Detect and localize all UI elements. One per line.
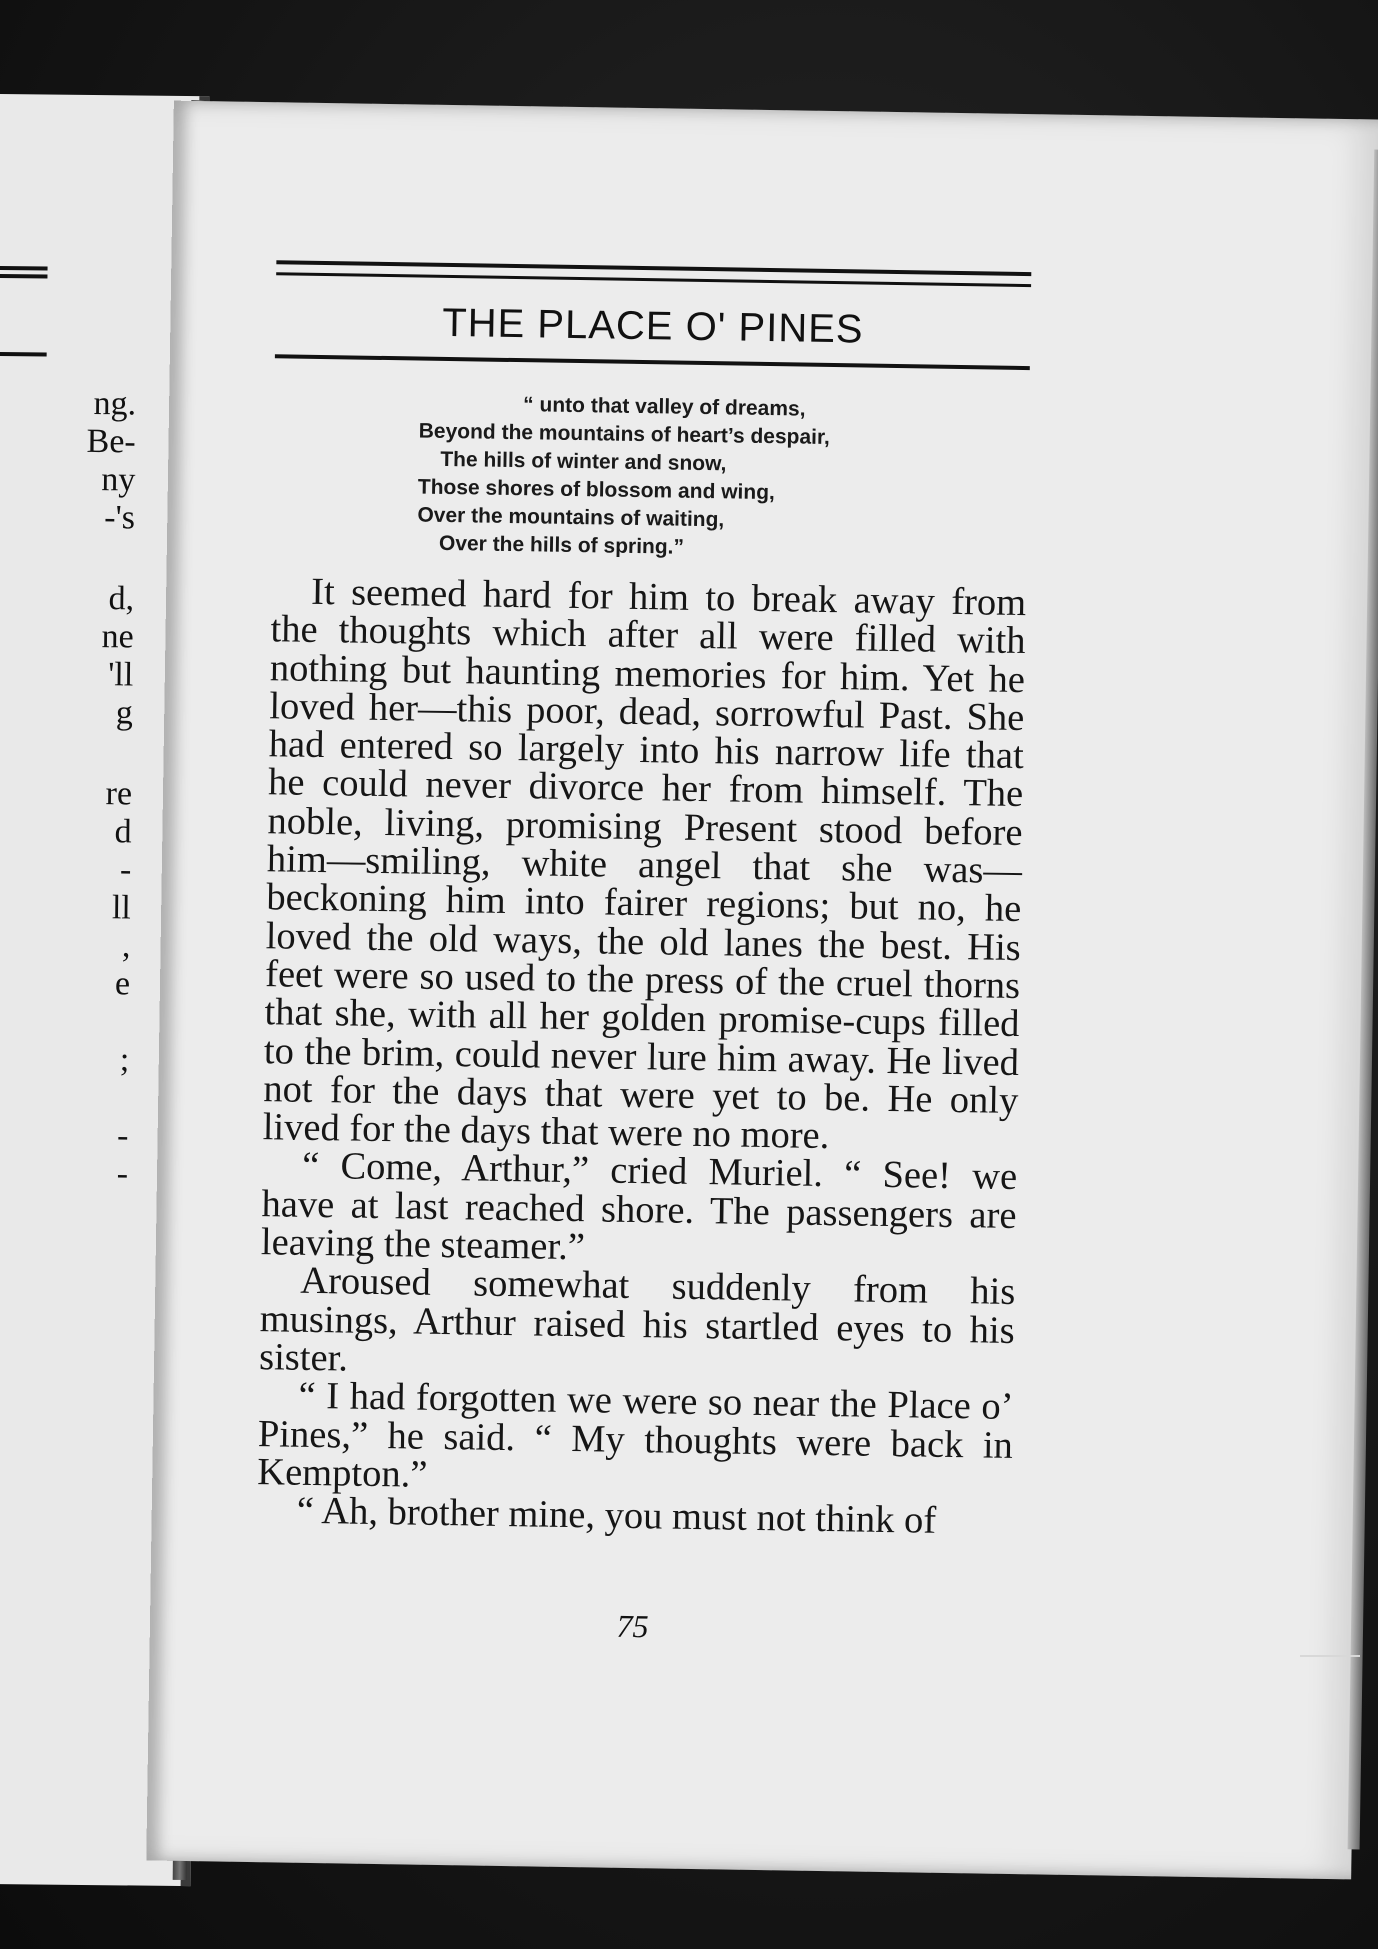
left-page-rule [0,352,47,357]
paragraph: “ Ah, brother mine, you must not think of [296,1489,937,1542]
left-page-fragment: 'll [108,656,134,694]
left-page-rule [0,274,47,279]
left-page-fragment: - [116,1155,129,1193]
left-page-fragment: g [115,694,134,732]
epigraph-line: The hills of winter and snow, [440,447,727,476]
paragraph: “ I had forgotten we were so near the Place o’ Pines,” he said. “ My thoughts were back in Kempton.” [257,1374,1014,1496]
body-text [256,572,1026,1541]
left-page-fragment: re [105,775,133,813]
paragraph: It seemed hard for him to break away from the thoughts which after all were filled with nothing but haunting memories for him. Yet he loved her—this poor, dead, sorrowful Past. She had entered so largely into his narrow life that he could never divorce her from himself. The noble, living, promising Present stood before him—smiling, white angel that she was—beckoning him into fairer regions; but no, he loved the old ways, the old lanes the best. His feet were so used to the press of the cruel thorns that she, with all her golden promise-cups filled to the brim, could never lure him away. He lived not for the days that were yet to be. He only lived for the days that were no more. [262,570,1027,1158]
epigraph-line: Over the mountains of waiting, [417,503,725,532]
left-page-fragment: , [121,927,131,965]
left-page-fragment: ng. [93,385,137,423]
left-page-fragment: d, [108,580,135,618]
epigraph-line: Those shores of blossom and wing, [417,475,776,505]
epigraph-line: Beyond the mountains of heart’s despair, [418,419,831,449]
left-page-fragment: - [119,851,132,889]
left-page-fragment: Be- [86,422,136,461]
page-edge [1348,150,1378,1850]
epigraph-line: Over the hills of spring.” [438,531,685,559]
running-head: THE PLACE O' PINES [441,300,864,352]
left-page-fragment: ne [101,618,134,656]
left-page-fragment: -'s [104,499,136,537]
left-page-rule [0,266,48,271]
epigraph-line: “ unto that valley of dreams, [522,393,806,421]
epigraph [417,390,980,567]
scan-artifact [1300,1655,1360,1657]
left-page-fragment: ; [119,1041,130,1079]
paragraph: “ Come, Arthur,” cried Muriel. “ See! we have at last reached shore. The passengers are leaving the steamer.” [260,1145,1018,1269]
left-page-fragment: - [116,1117,129,1155]
page-number: 75 [616,1607,649,1645]
left-page-fragment: e [114,965,131,1003]
left-page-fragment: ll [111,889,132,927]
left-page-fragment: ny [101,461,136,499]
right-page [146,101,1378,1880]
paragraph: Aroused somewhat suddenly from his musings, Arthur raised his startled eyes to his sister. [258,1260,1016,1380]
header-rule [275,354,1030,370]
header-rule [276,272,1031,287]
left-page-fragment: d [114,813,132,851]
